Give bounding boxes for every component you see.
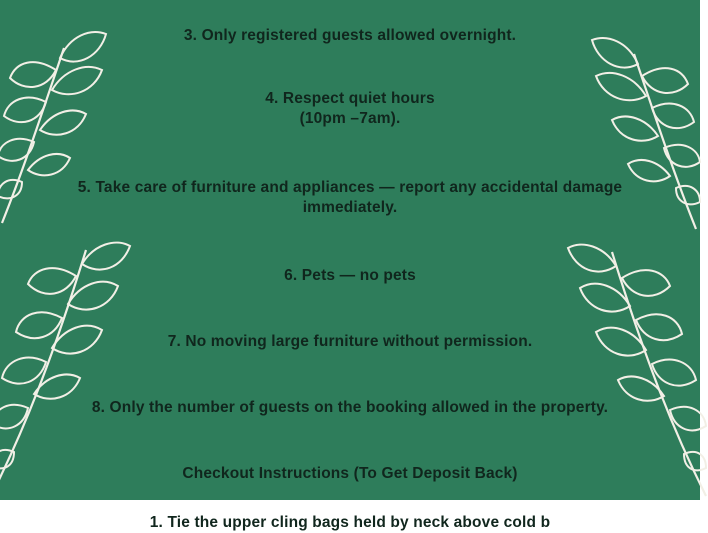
rule-line-7: 7. No moving large furniture without permission. bbox=[167, 332, 533, 350]
rule-line-4-part1: 4. Respect quiet hours bbox=[265, 89, 435, 107]
rule-line-3: 3. Only registered guests allowed overnight. bbox=[183, 27, 517, 44]
rule-line-5: 5. Take care of furniture and appliances — report any accidental damage immediately. bbox=[77, 179, 623, 217]
checkout-instructions-heading: Checkout Instructions (To Get Deposit Back) bbox=[182, 464, 518, 482]
checkout-line-1: 1. Tie the upper cling bags held by neck above cold b bbox=[149, 514, 551, 532]
rule-line-6: 6. Pets — no pets bbox=[284, 267, 416, 285]
rule-line-4 bbox=[140, 89, 560, 129]
rule-line-4-part2: (10pm –7am). bbox=[299, 109, 401, 127]
rule-line-8: 8. Only the number of guests on the booking allowed in the property. bbox=[91, 398, 609, 416]
